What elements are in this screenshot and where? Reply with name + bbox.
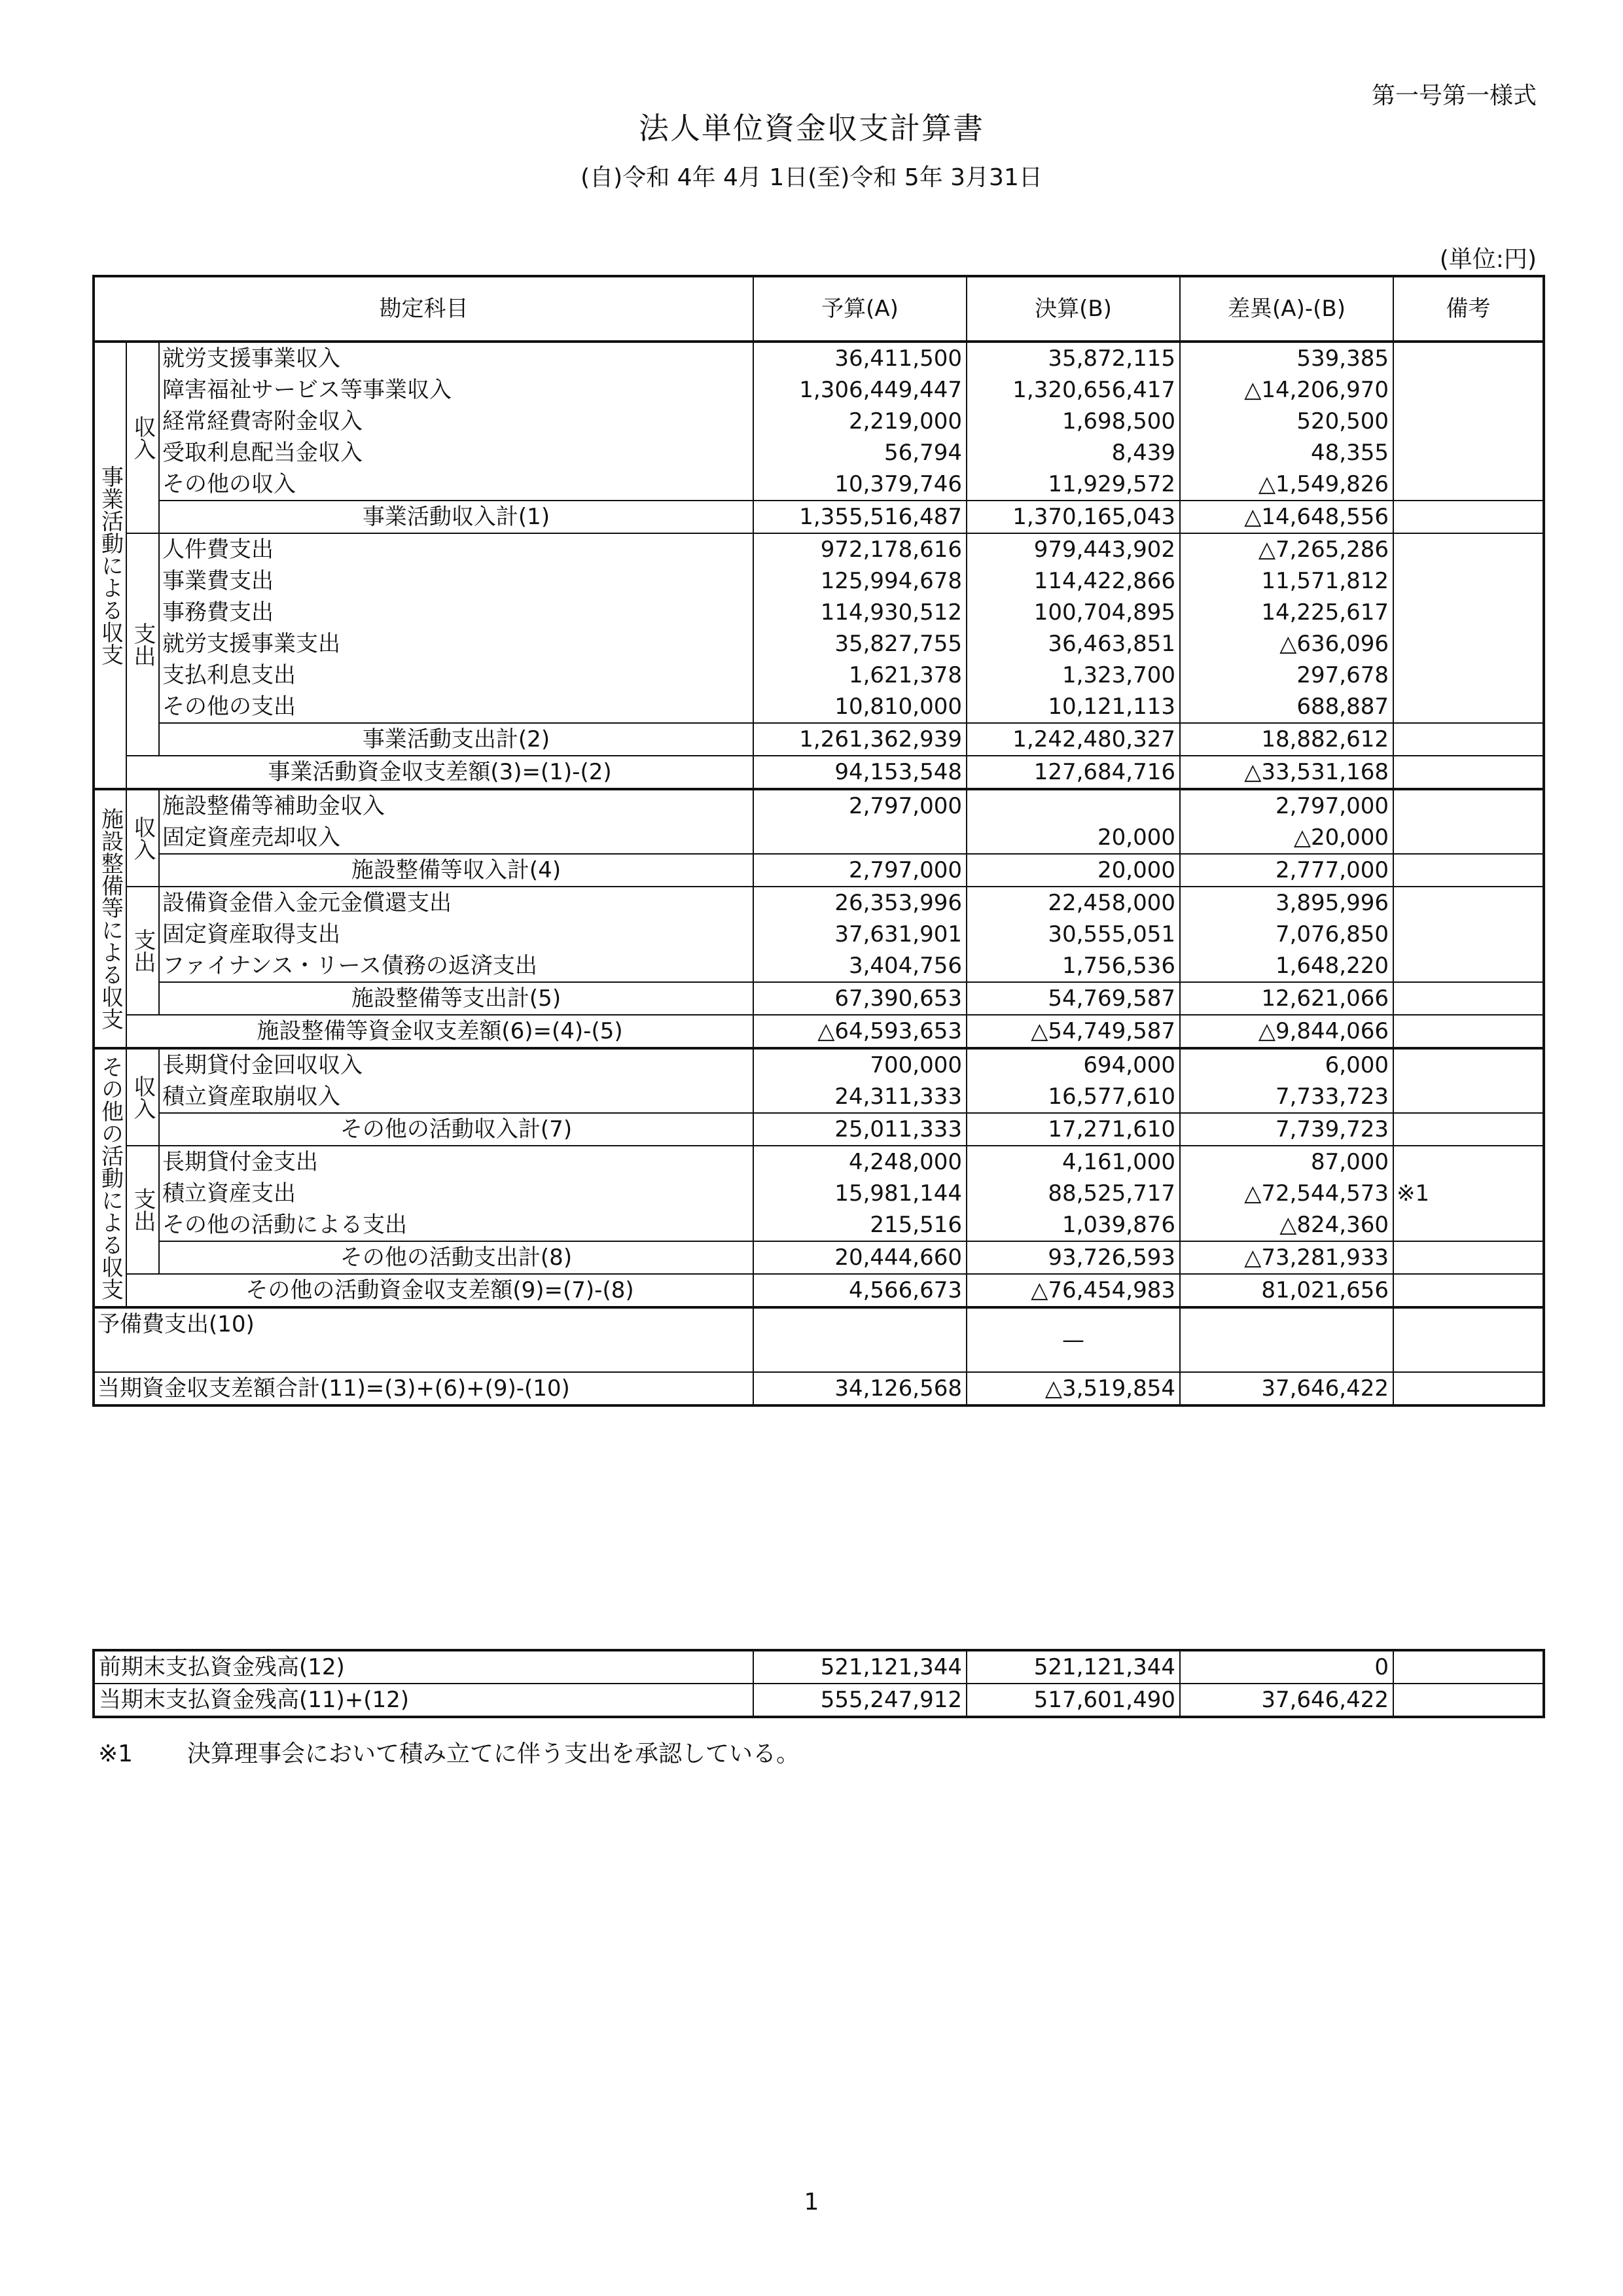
row-label: 予備費支出(10) — [94, 1307, 753, 1372]
period: (自)令和 4年 4月 1日(至)令和 5年 3月31日 — [580, 164, 1043, 191]
row-note — [1393, 1209, 1544, 1241]
row-note — [1393, 597, 1544, 628]
table-row — [94, 950, 1544, 981]
row-diff — [1180, 1307, 1393, 1372]
row-budget: 56,794 — [753, 437, 967, 468]
balance-actual: 517,601,490 — [967, 1684, 1180, 1717]
header-budget: 予算(A) — [753, 276, 967, 342]
row-budget: 10,810,000 — [753, 691, 967, 723]
row-label: 事業費支出 — [159, 565, 753, 597]
row-diff: 87,000 — [1180, 1146, 1393, 1178]
subsection-label-income: 収入 — [126, 342, 159, 533]
row-note — [1393, 468, 1544, 501]
row-label: その他の収入 — [159, 468, 753, 501]
row-actual: △54,749,587 — [967, 1015, 1180, 1048]
row-actual: 1,370,165,043 — [967, 501, 1180, 533]
row-note — [1393, 1372, 1544, 1405]
table-row — [94, 374, 1544, 406]
row-label: 固定資産取得支出 — [159, 919, 753, 950]
row-note — [1393, 501, 1544, 533]
footnote-mark: ※1 — [98, 1740, 134, 1767]
row-diff: 14,225,617 — [1180, 597, 1393, 628]
cash-flow-table — [92, 275, 1545, 1407]
form-number: 第一号第一様式 — [1371, 82, 1537, 109]
table-row — [94, 597, 1544, 628]
table-row — [94, 982, 1544, 1015]
row-actual: 8,439 — [967, 437, 1180, 468]
table-row — [94, 887, 1544, 919]
table-row — [94, 1048, 1544, 1081]
row-label: その他の活動資金収支差額(9)=(7)-(8) — [126, 1274, 753, 1307]
subsection-label-income: 収入 — [126, 1048, 159, 1146]
row-budget: 37,631,901 — [753, 919, 967, 950]
row-budget: 972,178,616 — [753, 533, 967, 565]
table-row — [94, 501, 1544, 533]
row-note — [1393, 1241, 1544, 1274]
table-row — [94, 756, 1544, 789]
table-row — [94, 854, 1544, 887]
row-label: 積立資産取崩収入 — [159, 1081, 753, 1112]
row-budget — [753, 822, 967, 853]
row-label: 長期貸付金回収収入 — [159, 1048, 753, 1081]
row-note — [1393, 789, 1544, 822]
row-label: 経常経費寄附金収入 — [159, 406, 753, 437]
table-row — [94, 691, 1544, 723]
row-diff: 297,678 — [1180, 660, 1393, 691]
row-note — [1393, 756, 1544, 789]
row-note — [1393, 950, 1544, 981]
row-actual: 4,161,000 — [967, 1146, 1180, 1178]
table-row — [94, 1209, 1544, 1241]
footnote — [98, 1735, 800, 1769]
row-budget: 25,011,333 — [753, 1113, 967, 1146]
row-diff: 48,355 — [1180, 437, 1393, 468]
row-actual: 16,577,610 — [967, 1081, 1180, 1112]
table-row — [94, 1015, 1544, 1048]
row-diff: △824,360 — [1180, 1209, 1393, 1241]
row-budget: 24,311,333 — [753, 1081, 967, 1112]
row-actual: 93,726,593 — [967, 1241, 1180, 1274]
row-label: 事務費支出 — [159, 597, 753, 628]
row-actual: 36,463,851 — [967, 628, 1180, 660]
row-actual: 694,000 — [967, 1048, 1180, 1081]
row-diff: 81,021,656 — [1180, 1274, 1393, 1307]
row-actual: △76,454,983 — [967, 1274, 1180, 1307]
header-remarks: 備考 — [1393, 276, 1544, 342]
row-budget: 34,126,568 — [753, 1372, 967, 1405]
balance-row — [94, 1684, 1544, 1717]
row-diff: △636,096 — [1180, 628, 1393, 660]
row-budget: 94,153,548 — [753, 756, 967, 789]
table-row — [94, 1372, 1544, 1405]
table-row — [94, 723, 1544, 756]
row-label: 積立資産支出 — [159, 1178, 753, 1209]
row-budget: 4,248,000 — [753, 1146, 967, 1178]
row-note — [1393, 1113, 1544, 1146]
row-note — [1393, 1081, 1544, 1112]
row-label: その他の支出 — [159, 691, 753, 723]
table-header-row — [94, 276, 1544, 342]
row-budget: 1,355,516,487 — [753, 501, 967, 533]
row-note — [1393, 723, 1544, 756]
row-note — [1393, 565, 1544, 597]
row-label: 就労支援事業支出 — [159, 628, 753, 660]
row-actual: 1,242,480,327 — [967, 723, 1180, 756]
row-actual — [967, 789, 1180, 822]
row-diff: △9,844,066 — [1180, 1015, 1393, 1048]
row-actual: 10,121,113 — [967, 691, 1180, 723]
header-actual: 決算(B) — [967, 276, 1180, 342]
row-actual: 20,000 — [967, 822, 1180, 853]
row-diff: △33,531,168 — [1180, 756, 1393, 789]
row-budget: 20,444,660 — [753, 1241, 967, 1274]
table-row — [94, 789, 1544, 822]
page-number: 1 — [804, 2189, 819, 2216]
row-note — [1393, 887, 1544, 919]
subsection-label-expense: 支出 — [126, 1146, 159, 1274]
balance-actual: 521,121,344 — [967, 1650, 1180, 1684]
row-note — [1393, 406, 1544, 437]
table-row — [94, 1274, 1544, 1307]
header-account: 勘定科目 — [94, 276, 753, 342]
row-label: 就労支援事業収入 — [159, 342, 753, 374]
row-diff: 539,385 — [1180, 342, 1393, 374]
balance-table — [92, 1649, 1545, 1718]
table-row — [94, 822, 1544, 853]
row-actual: 1,039,876 — [967, 1209, 1180, 1241]
row-actual: △3,519,854 — [967, 1372, 1180, 1405]
row-actual: 88,525,717 — [967, 1178, 1180, 1209]
row-diff: 7,733,723 — [1180, 1081, 1393, 1112]
row-diff: 520,500 — [1180, 406, 1393, 437]
row-label: 施設整備等補助金収入 — [159, 789, 753, 822]
row-actual: 30,555,051 — [967, 919, 1180, 950]
row-actual: 11,929,572 — [967, 468, 1180, 501]
row-note — [1393, 1048, 1544, 1081]
row-diff: 688,887 — [1180, 691, 1393, 723]
row-label: 支払利息支出 — [159, 660, 753, 691]
row-label: 事業活動支出計(2) — [159, 723, 753, 756]
section-label-business: 事業活動による収支 — [94, 342, 126, 789]
table-row — [94, 1146, 1544, 1178]
row-diff: △7,265,286 — [1180, 533, 1393, 565]
balance-budget: 555,247,912 — [753, 1684, 967, 1717]
row-budget — [753, 1307, 967, 1372]
row-note — [1393, 628, 1544, 660]
row-note — [1393, 822, 1544, 853]
row-diff: △73,281,933 — [1180, 1241, 1393, 1274]
row-diff: 3,895,996 — [1180, 887, 1393, 919]
row-note — [1393, 437, 1544, 468]
row-actual: 54,769,587 — [967, 982, 1180, 1015]
balance-note — [1393, 1684, 1544, 1717]
row-diff: 1,648,220 — [1180, 950, 1393, 981]
row-diff: 2,777,000 — [1180, 854, 1393, 887]
row-budget: 3,404,756 — [753, 950, 967, 981]
row-budget: 114,930,512 — [753, 597, 967, 628]
row-label: 事業活動収入計(1) — [159, 501, 753, 533]
row-budget: 4,566,673 — [753, 1274, 967, 1307]
balance-label: 前期末支払資金残高(12) — [94, 1650, 753, 1684]
section-label-facility: 施設整備等による収支 — [94, 789, 126, 1048]
row-budget: 2,219,000 — [753, 406, 967, 437]
section-label-other: その他の活動による収支 — [94, 1048, 126, 1307]
row-actual: 1,323,700 — [967, 660, 1180, 691]
row-budget: 15,981,144 — [753, 1178, 967, 1209]
row-budget: 700,000 — [753, 1048, 967, 1081]
subsection-label-expense: 支出 — [126, 533, 159, 756]
row-diff: 18,882,612 — [1180, 723, 1393, 756]
table-row — [94, 919, 1544, 950]
row-actual: 20,000 — [967, 854, 1180, 887]
row-diff: △72,544,573 — [1180, 1178, 1393, 1209]
row-note — [1393, 982, 1544, 1015]
row-label: 受取利息配当金収入 — [159, 437, 753, 468]
row-label: 長期貸付金支出 — [159, 1146, 753, 1178]
footnote-text: 決算理事会において積み立てに伴う支出を承認している。 — [187, 1740, 800, 1767]
row-actual: 127,684,716 — [967, 756, 1180, 789]
table-row — [94, 628, 1544, 660]
row-label: 障害福祉サービス等事業収入 — [159, 374, 753, 406]
row-actual: 1,698,500 — [967, 406, 1180, 437]
row-note — [1393, 854, 1544, 887]
row-actual: 1,320,656,417 — [967, 374, 1180, 406]
row-note — [1393, 660, 1544, 691]
page-title: 法人単位資金収支計算書 — [639, 111, 984, 146]
row-budget: 2,797,000 — [753, 789, 967, 822]
row-label: 人件費支出 — [159, 533, 753, 565]
row-budget: 67,390,653 — [753, 982, 967, 1015]
row-label: その他の活動による支出 — [159, 1209, 753, 1241]
row-note — [1393, 1307, 1544, 1372]
row-label: 当期資金収支差額合計(11)=(3)+(6)+(9)-(10) — [94, 1372, 753, 1405]
balance-note — [1393, 1650, 1544, 1684]
row-budget: △64,593,653 — [753, 1015, 967, 1048]
row-label: 施設整備等支出計(5) — [159, 982, 753, 1015]
row-label: その他の活動収入計(7) — [159, 1113, 753, 1146]
row-actual: — — [967, 1307, 1180, 1372]
balance-budget: 521,121,344 — [753, 1650, 967, 1684]
row-diff: 6,000 — [1180, 1048, 1393, 1081]
row-actual: 979,443,902 — [967, 533, 1180, 565]
row-diff: △20,000 — [1180, 822, 1393, 853]
row-diff: 2,797,000 — [1180, 789, 1393, 822]
row-diff: △14,206,970 — [1180, 374, 1393, 406]
row-budget: 10,379,746 — [753, 468, 967, 501]
table-row — [94, 660, 1544, 691]
row-note — [1393, 1015, 1544, 1048]
row-diff: 7,739,723 — [1180, 1113, 1393, 1146]
row-budget: 26,353,996 — [753, 887, 967, 919]
row-diff: △14,648,556 — [1180, 501, 1393, 533]
row-budget: 36,411,500 — [753, 342, 967, 374]
row-note — [1393, 691, 1544, 723]
row-budget: 2,797,000 — [753, 854, 967, 887]
table-row — [94, 1081, 1544, 1112]
table-row — [94, 342, 1544, 374]
table-row — [94, 1113, 1544, 1146]
subsection-label-expense: 支出 — [126, 887, 159, 1015]
row-budget: 1,621,378 — [753, 660, 967, 691]
row-budget: 1,306,449,447 — [753, 374, 967, 406]
table-row — [94, 565, 1544, 597]
row-note — [1393, 342, 1544, 374]
row-diff: 37,646,422 — [1180, 1372, 1393, 1405]
table-row — [94, 468, 1544, 501]
table-row — [94, 1241, 1544, 1274]
row-label: 施設整備等収入計(4) — [159, 854, 753, 887]
subsection-label-income: 収入 — [126, 789, 159, 887]
row-note — [1393, 533, 1544, 565]
balance-diff: 37,646,422 — [1180, 1684, 1393, 1717]
header-difference: 差異(A)-(B) — [1180, 276, 1393, 342]
balance-row — [94, 1650, 1544, 1684]
row-note: ※1 — [1393, 1178, 1544, 1209]
row-actual: 100,704,895 — [967, 597, 1180, 628]
table-row — [94, 1178, 1544, 1209]
row-diff: △1,549,826 — [1180, 468, 1393, 501]
row-diff: 12,621,066 — [1180, 982, 1393, 1015]
row-diff: 11,571,812 — [1180, 565, 1393, 597]
row-budget: 125,994,678 — [753, 565, 967, 597]
row-actual: 1,756,536 — [967, 950, 1180, 981]
row-note — [1393, 374, 1544, 406]
row-actual: 22,458,000 — [967, 887, 1180, 919]
balance-diff: 0 — [1180, 1650, 1393, 1684]
balance-label: 当期末支払資金残高(11)+(12) — [94, 1684, 753, 1717]
row-budget: 215,516 — [753, 1209, 967, 1241]
row-note — [1393, 919, 1544, 950]
row-budget: 35,827,755 — [753, 628, 967, 660]
row-note — [1393, 1146, 1544, 1178]
row-actual: 35,872,115 — [967, 342, 1180, 374]
table-row — [94, 406, 1544, 437]
row-note — [1393, 1274, 1544, 1307]
table-row — [94, 533, 1544, 565]
row-label: 固定資産売却収入 — [159, 822, 753, 853]
row-label: 事業活動資金収支差額(3)=(1)-(2) — [126, 756, 753, 789]
row-diff: 7,076,850 — [1180, 919, 1393, 950]
table-row — [94, 437, 1544, 468]
row-actual: 114,422,866 — [967, 565, 1180, 597]
row-label: ファイナンス・リース債務の返済支出 — [159, 950, 753, 981]
row-label: その他の活動支出計(8) — [159, 1241, 753, 1274]
unit-label: (単位:円) — [1439, 246, 1537, 273]
row-label: 設備資金借入金元金償還支出 — [159, 887, 753, 919]
row-budget: 1,261,362,939 — [753, 723, 967, 756]
row-actual: 17,271,610 — [967, 1113, 1180, 1146]
row-label: 施設整備等資金収支差額(6)=(4)-(5) — [126, 1015, 753, 1048]
